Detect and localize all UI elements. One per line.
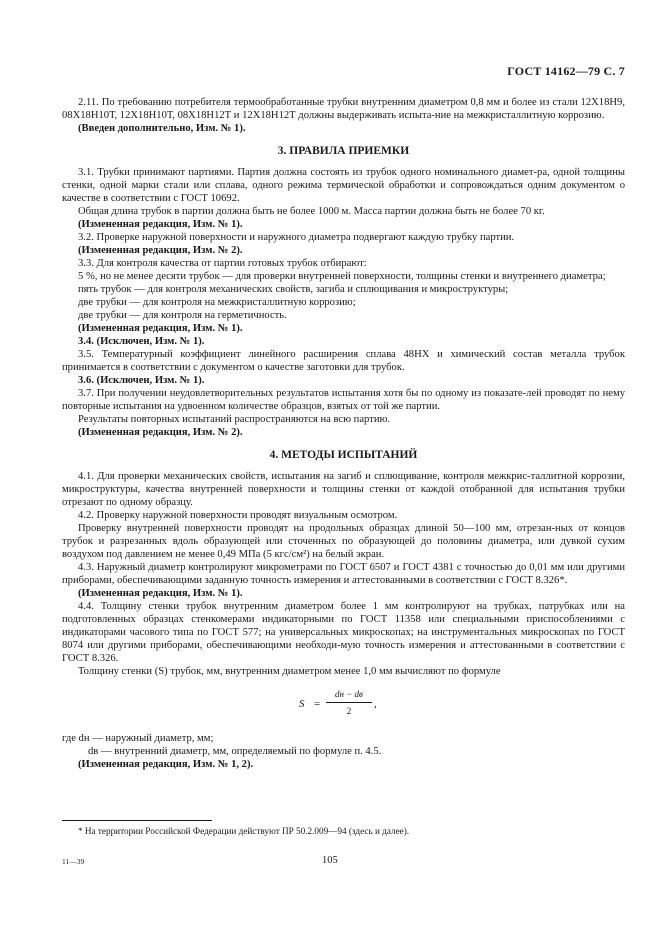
formula-definitions xyxy=(62,732,625,771)
amendment-note: 3.4. (Исключен, Изм. № 1). xyxy=(78,336,205,347)
amendment-note: 3.6. (Исключен, Изм. № 1). xyxy=(78,375,205,386)
paragraph: 3.2. Проверке наружной поверхности и наружного диаметра подвергают каждую трубку партии. xyxy=(78,232,515,243)
page-header: ГОСТ 14162—79 С. 7 xyxy=(507,64,625,78)
section-heading: 3. ПРАВИЛА ПРИЕМКИ xyxy=(277,145,410,157)
paragraph: Результаты повторных испытаний распространяются на всю партию. xyxy=(78,414,391,425)
page-number: 105 xyxy=(322,855,338,866)
amendment-note: (Измененная редакция, Изм. № 1). xyxy=(78,219,243,230)
amendment-note: (Измененная редакция, Изм. № 2). xyxy=(78,245,243,256)
paragraph: 4.1. Для проверки механических свойств, испытания на загиб и сплющивание, контроля межкрис-таллитной коррозии, микроструктуры, качества внутренней поверхности и толщины стенки от каждой отобранной для испытания трубки отрезают по одному образцу. xyxy=(62,471,625,508)
amendment-note: (Измененная редакция, Изм. № 1). xyxy=(78,588,243,599)
section-heading: 4. МЕТОДЫ ИСПЫТАНИЙ xyxy=(269,449,418,461)
text-blocks xyxy=(62,96,625,678)
paragraph: 3.3. Для контроля качества от партии готовых трубок отбирают: xyxy=(78,258,367,269)
paragraph: пять трубок — для контроля механических свойств, загиба и сплющивания и микроструктуры; xyxy=(78,284,509,295)
definition-outer-diameter: где dн — наружный диаметр, мм; xyxy=(62,733,214,744)
formula-numerator: dн − dв xyxy=(335,689,363,699)
paragraph: 4.3. Наружный диаметр контролируют микрометрами по ГОСТ 6507 и ГОСТ 4381 с точностью до 0,01 мм или другими приборами, обеспечивающими заданную точность измерения и аттестованными в соответствии с ГОСТ 8.326*. xyxy=(62,562,625,586)
paragraph: 5 %, но не менее десяти трубок — для проверки внутренней поверхности, толщины стенки и внутреннего диаметра; xyxy=(78,271,606,282)
formula-equals: = xyxy=(314,698,321,710)
footnote: * На территории Российской Федерации действуют ПР 50.2.009—94 (здесь и далее). xyxy=(78,826,410,836)
print-code: 11—39 xyxy=(62,857,85,866)
thickness-formula xyxy=(62,684,625,728)
paragraph: 3.5. Температурный коэффициент линейного расширения сплава 48НХ и химический состав металла трубок принимается в соответствии с документом о качестве заготовки для трубок. xyxy=(62,349,625,373)
footnote-divider xyxy=(62,820,212,821)
paragraph: Толщину стенки (S) трубок, мм, внутренним диаметром менее 1,0 мм вычисляют по формуле xyxy=(78,666,501,677)
paragraph: две трубки — для контроля на межкристаллитную коррозию; xyxy=(78,297,356,308)
definition-inner-diameter: dв — внутренний диаметр, мм, определяемый по формуле п. 4.5. xyxy=(88,746,382,757)
paragraph: Общая длина трубок в партии должна быть не более 1000 м. Масса партии должна быть не более 70 кг. xyxy=(78,206,545,217)
formula-lhs: S xyxy=(299,698,305,710)
amendment-note: (Измененная редакция, Изм. № 1, 2). xyxy=(78,759,254,770)
amendment-note: (Введен дополнительно, Изм. № 1). xyxy=(78,123,246,134)
amendment-note: (Измененная редакция, Изм. № 1). xyxy=(78,323,243,334)
paragraph: две трубки — для контроля на герметичность. xyxy=(78,310,287,321)
paragraph: 4.2. Проверку наружной поверхности проводят визуальным осмотром. xyxy=(78,510,398,521)
fraction-bar xyxy=(326,702,372,703)
paragraph: 3.7. При получении неудовлетворительных результатов испытания хотя бы по одному из показате-лей проводят по нему повторные испытания на удвоенном количестве образцов, взятых от той же партии. xyxy=(62,388,625,412)
formula-denominator: 2 xyxy=(346,706,352,716)
document-body xyxy=(62,96,625,771)
paragraph: 4.4. Толщину стенки трубок внутренним диаметром более 1 мм контролируют на трубках, патрубках или на подготовленных образцах стенкомерами индикаторными по ГОСТ 11358 или специальными приспособлениями с индикаторами часового типа по ГОСТ 577; на универсальных микроскопах; на инструментальных микроскопах по ГОСТ 8074 или другими приборами, обеспечивающими необходи-мую точность измерения и аттестованными в соответствии с ГОСТ 8.326. xyxy=(62,601,625,664)
paragraph: 3.1. Трубки принимают партиями. Партия должна состоять из трубок одного номинального диамет-ра, одной толщины стенки, одной марки стали или сплава, одного режима термической обработки и сопровождаться одним документом о качестве в соответствии с ГОСТ 10692. xyxy=(62,167,625,204)
paragraph: 2.11. По требованию потребителя термообработанные трубки внутренним диаметром 0,8 мм и более из стали 12Х18Н9, 08Х18Н10Т, 12Х18Н10Т, 08Х18Н12Т и 12Х18Н12Т должны выдерживать испыта-ние на межкристаллитную коррозию. xyxy=(62,97,625,121)
paragraph: Проверку внутренней поверхности проводят на продольных образцах длиной 50—100 мм, отрезан-ных от концов трубок и разрезанных вдоль образующей или сточенных по образующей до половины диаметра, или дувкой сухим воздухом под давлением не менее 0,49 МПа (5 кгс/см²) на белый экран. xyxy=(62,523,625,560)
amendment-note: (Измененная редакция, Изм. № 2). xyxy=(78,427,243,438)
formula-tail: , xyxy=(374,698,377,710)
